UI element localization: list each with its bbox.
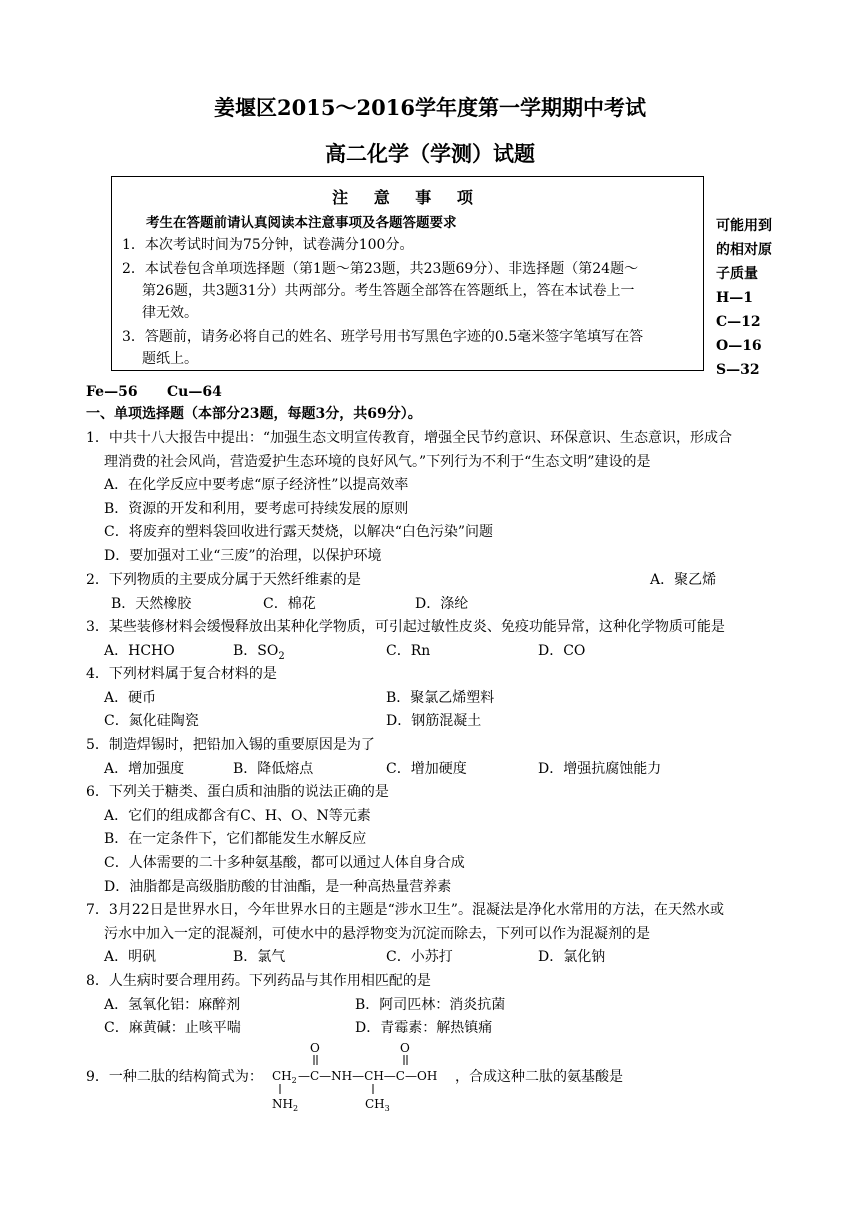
notice-item-2-cont: 第26题，共3题31分）共两部分。考生答题全部答在答题纸上，答在本试卷上一 [142, 283, 635, 299]
q5-option-b: B．降低熔点 [233, 761, 314, 777]
q6-option-c: C．人体需要的二十多种氨基酸，都可以通过人体自身合成 [104, 855, 465, 871]
exam-subtitle: 高二化学（学测）试题 [325, 141, 535, 166]
notice-item-3: 3．答题前，请务必将自己的姓名、班学号用书写黑色字迹的0.5毫米签字笔填写在答 [122, 329, 644, 345]
q2-stem: 2．下列物质的主要成分属于天然纤维素的是 [86, 572, 361, 588]
q4-option-a: A．硬币 [104, 690, 157, 706]
formula-ch3-sub: 3 [384, 1104, 390, 1113]
q8-option-d: D．青霉素：解热镇痛 [355, 1020, 493, 1036]
q7-stem: 7．3月22日是世界水日，今年世界水日的主题是“涉水卫生”。混凝法是净化水常用的方法，在天然水或 [86, 902, 724, 918]
formula-nh2-text: NH [272, 1097, 293, 1111]
formula-ch3 [365, 1097, 390, 1113]
q7-option-b: B．氯气 [233, 949, 286, 965]
atomic-mass-cu: Cu—64 [167, 384, 222, 400]
q7-stem-cont: 污水中加入一定的混凝剂，可使水中的悬浮物变为沉淀而除去，下列可以作为混凝剂的是 [104, 926, 650, 942]
formula-o2: O [400, 1041, 410, 1055]
q2-option-a: A．聚乙烯 [650, 572, 717, 588]
q5-option-c: C．增加硬度 [386, 761, 467, 777]
formula-o1: O [310, 1041, 320, 1055]
dipeptide-structure-svg [268, 1038, 458, 1118]
notice-box [111, 176, 704, 371]
formula-ch3-text: CH [365, 1097, 385, 1111]
q2-option-c: C．棉花 [263, 596, 316, 612]
q5-stem: 5．制造焊锡时，把铅加入锡的重要原因是为了 [86, 737, 375, 753]
atomic-mass-label-3: 子质量 [716, 266, 758, 282]
q1-stem-cont: 理消费的社会风尚，营造爱护生态环境的良好风气。”下列行为不利于“生态文明”建设的是 [104, 454, 651, 470]
q3-option-b-sub: 2 [278, 650, 285, 662]
q3-option-c: C．Rn [386, 643, 431, 659]
q7-option-c: C．小苏打 [386, 949, 453, 965]
formula-chain: —C—NH—CH—C—OH [298, 1069, 438, 1083]
q1-stem: 1．中共十八大报告中提出：“加强生态文明宣传教育，增强全民节约意识、环保意识、生态意识，形成合 [86, 430, 733, 446]
q1-option-b: B．资源的开发和利用，要考虑可持续发展的原则 [104, 501, 409, 517]
q3-stem: 3．某些装修材料会缓慢释放出某种化学物质，可引起过敏性皮炎、免疫功能异常，这种化学物质可能是 [86, 619, 725, 635]
q4-option-d: D．钢筋混凝土 [386, 713, 482, 729]
notice-heading: 注 意 事 项 [332, 188, 483, 207]
q7-option-a: A．明矾 [104, 949, 157, 965]
q6-option-a: A．它们的组成都含有C、H、O、N等元素 [104, 808, 371, 824]
q4-option-b: B．聚氯乙烯塑料 [386, 690, 495, 706]
atomic-mass-s: S—32 [716, 362, 760, 378]
q1-option-c: C．将废弃的塑料袋回收进行露天焚烧，以解决“白色污染”问题 [104, 524, 494, 540]
q9-stem-suffix: ，合成这种二肽的氨基酸是 [455, 1069, 623, 1085]
notice-subheading: 考生在答题前请认真阅读本注意事项及各题答题要求 [146, 215, 457, 231]
section-heading: 一、单项选择题（本部分23题，每题3分，共69分）。 [86, 406, 422, 422]
q6-stem: 6．下列关于糖类、蛋白质和油脂的说法正确的是 [86, 784, 389, 800]
q3-option-d: D．CO [538, 643, 586, 659]
notice-item-1: 1．本次考试时间为75分钟，试卷满分100分。 [122, 237, 414, 253]
q8-option-a: A．氢氧化铝：麻醉剂 [104, 997, 241, 1013]
notice-item-2: 2．本试卷包含单项选择题（第1题～第23题，共23题69分）、非选择题（第24题～ [122, 261, 639, 277]
q8-option-b: B．阿司匹林：消炎抗菌 [355, 997, 506, 1013]
q6-option-d: D．油脂都是高级脂肪酸的甘油酯，是一种高热量营养素 [104, 879, 452, 895]
q5-option-a: A．增加强度 [104, 761, 185, 777]
atomic-mass-label-1: 可能用到 [716, 218, 772, 234]
exam-title: 姜堰区2015～2016学年度第一学期期中考试 [214, 95, 646, 120]
atomic-mass-h: H—1 [716, 290, 753, 306]
atomic-mass-label-2: 的相对原 [716, 242, 772, 258]
notice-item-3-cont: 题纸上。 [142, 351, 198, 367]
atomic-mass-c: C—12 [716, 314, 761, 330]
formula-ch2 [272, 1069, 297, 1085]
atomic-mass-fe: Fe—56 [86, 384, 138, 400]
q3-option-b-text: B．SO [233, 643, 279, 659]
formula-nh2-sub: 2 [292, 1104, 299, 1113]
atomic-mass-o: O—16 [716, 338, 762, 354]
q3-option-a: A．HCHO [104, 643, 175, 659]
q7-option-d: D．氯化钠 [538, 949, 606, 965]
q8-stem: 8．人生病时要合理用药。下列药品与其作用相匹配的是 [86, 973, 431, 989]
q1-option-a: A．在化学反应中要考虑“原子经济性”以提高效率 [104, 477, 409, 493]
q5-option-d: D．增强抗腐蚀能力 [538, 761, 662, 777]
q4-option-c: C．氮化硅陶瓷 [104, 713, 199, 729]
q2-option-b: B．天然橡胶 [111, 596, 192, 612]
q3-option-b [233, 641, 285, 667]
q4-stem: 4．下列材料属于复合材料的是 [86, 666, 277, 682]
formula-ch2-text: CH [272, 1069, 292, 1083]
formula-nh2 [272, 1097, 298, 1113]
q6-option-b: B．在一定条件下，它们都能发生水解反应 [104, 831, 367, 847]
dipeptide-structure [268, 1038, 458, 1118]
q1-option-d: D．要加强对工业“三废”的治理，以保护环境 [104, 548, 382, 564]
notice-item-2-end: 律无效。 [142, 305, 198, 321]
formula-ch2-sub: 2 [291, 1076, 297, 1085]
q9-stem: 9．一种二肽的结构简式为： [86, 1069, 263, 1085]
q2-option-d: D．涤纶 [415, 596, 469, 612]
q8-option-c: C．麻黄碱：止咳平喘 [104, 1020, 241, 1036]
